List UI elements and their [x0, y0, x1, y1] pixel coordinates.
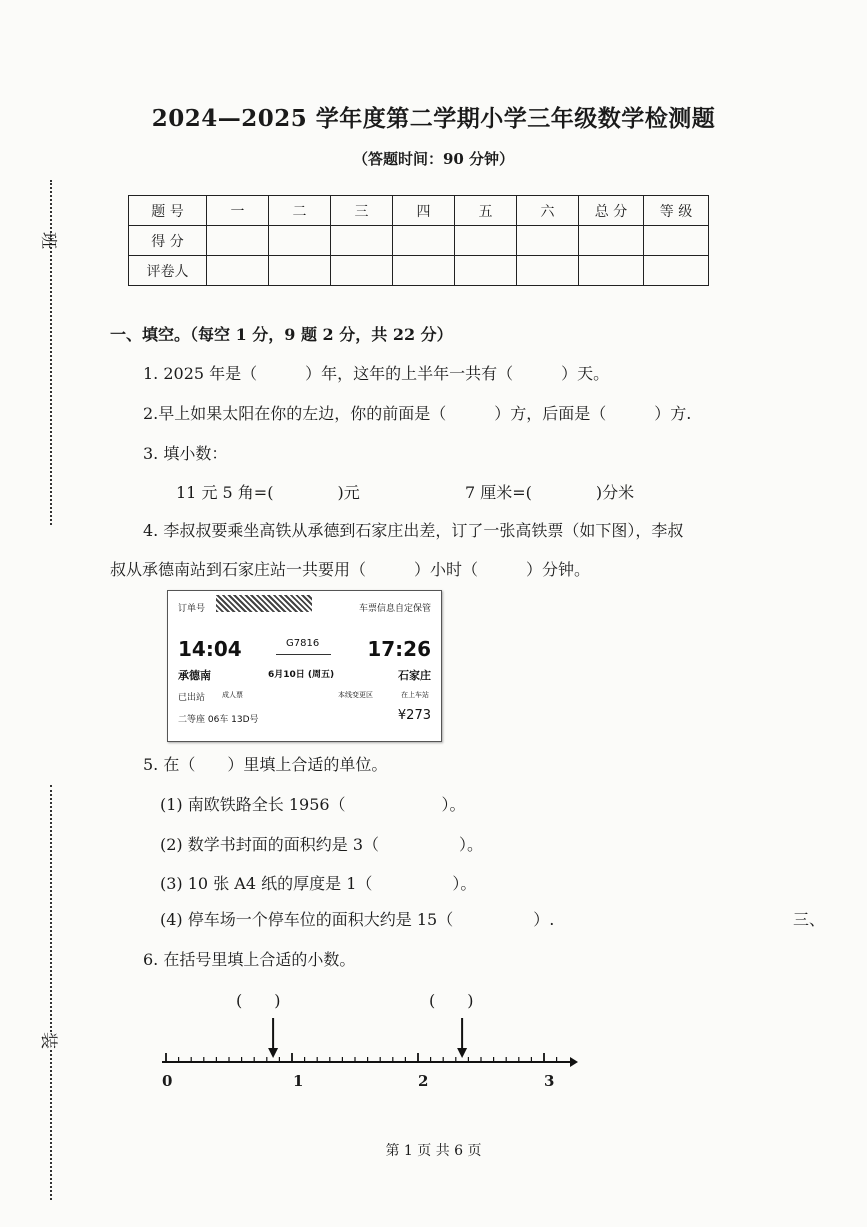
ticket-right-info: 在上车站: [401, 691, 429, 699]
score-header-cell: 六: [517, 196, 579, 226]
number-line-label: 3: [544, 1072, 555, 1090]
score-table-header-row: [129, 196, 709, 226]
number-line: [150, 1010, 590, 1070]
pointer-arrowhead: [457, 1048, 467, 1058]
right-margin-fragment: 三、: [793, 910, 826, 929]
pointer-arrowhead: [268, 1048, 278, 1058]
score-cell: [455, 256, 517, 286]
score-table-row: [129, 256, 709, 286]
question-5-4: (4) 停车场一个停车位的面积大约是 15（ ）.: [160, 910, 555, 929]
score-cell: [393, 226, 455, 256]
score-cell: [644, 256, 709, 286]
ticket-redacted-order-number: [216, 595, 312, 612]
ticket-train-number: G7816: [286, 638, 320, 649]
ticket-arrive-station: 石家庄: [398, 669, 431, 682]
margin-char-binding: 装: [38, 1032, 63, 1049]
score-cell: [269, 256, 331, 286]
ticket-mid-info: 本线变更区: [338, 691, 373, 699]
number-line-label: 2: [418, 1072, 429, 1090]
score-cell: [331, 226, 393, 256]
score-header-cell: 一: [207, 196, 269, 226]
score-header-cell: 五: [455, 196, 517, 226]
number-line-label: 0: [162, 1072, 173, 1090]
score-cell: [517, 256, 579, 286]
score-row-label: 评卷人: [129, 256, 207, 286]
section-heading: 一、填空。（每空 1 分，9 题 2 分，共 22 分）: [110, 325, 453, 344]
question-5: 5. 在（ ）里填上合适的单位。: [143, 755, 388, 774]
question-3a: 11 元 5 角=( )元: [176, 483, 360, 502]
score-cell: [207, 256, 269, 286]
question-5-1: (1) 南欧铁路全长 1956（ ）。: [160, 795, 466, 814]
margin-char-class: 班: [38, 232, 58, 249]
score-table-row: [129, 226, 709, 256]
score-header-cell: 等 级: [644, 196, 709, 226]
question-2: 2.早上如果太阳在你的左边，你的前面是（ ）方，后面是（ ）方.: [143, 404, 692, 423]
ticket-arrow: [276, 654, 331, 655]
score-table: [128, 195, 709, 286]
question-4-line2: 叔从承德南站到石家庄站一共要用（ ）小时（ ）分钟。: [110, 560, 591, 579]
question-4-line1: 4. 李叔叔要乘坐高铁从承德到石家庄出差，订了一张高铁票（如下图），李叔: [143, 521, 684, 540]
score-header-cell: 三: [331, 196, 393, 226]
score-cell: [455, 226, 517, 256]
margin-dotted-line-bottom: [50, 785, 52, 1200]
question-1: 1. 2025 年是（ ）年，这年的上半年一共有（ ）天。: [143, 364, 610, 383]
ticket-status: 已出站: [178, 693, 206, 703]
number-line-arrowhead: [570, 1057, 578, 1067]
question-5-2: (2) 数学书封面的面积约是 3（ ）。: [160, 835, 484, 854]
score-header-cell: 总 分: [579, 196, 644, 226]
question-6: 6. 在括号里填上合适的小数。: [143, 950, 356, 969]
ticket-price: ¥273: [397, 708, 431, 723]
ticket-passenger-type: 成人票: [222, 691, 243, 699]
score-cell: [644, 226, 709, 256]
question-3: 3. 填小数：: [143, 444, 228, 463]
score-cell: [269, 226, 331, 256]
score-cell: [579, 226, 644, 256]
score-cell: [579, 256, 644, 286]
page-title: 2024—2025 学年度第二学期小学三年级数学检测题: [151, 105, 716, 132]
score-cell: [517, 226, 579, 256]
ticket-notice: 车票信息自定保管: [358, 604, 431, 614]
score-cell: [207, 226, 269, 256]
ticket-depart-station: 承德南: [178, 669, 211, 682]
ticket-order-label: 订单号: [178, 604, 206, 614]
ticket-arrive-time: 17:26: [367, 637, 431, 661]
question-3b: 7 厘米=( )分米: [465, 483, 635, 502]
score-cell: [393, 256, 455, 286]
page-subtitle: （答题时间：90 分钟）: [352, 150, 515, 168]
ticket-date: 6月10日 (周五): [268, 670, 335, 680]
answer-bracket-2: ( ): [429, 991, 474, 1010]
ticket-seat: 二等座 06车 13D号: [178, 715, 259, 725]
score-cell: [331, 256, 393, 286]
train-ticket-image: [167, 590, 442, 742]
score-row-label: 得 分: [129, 226, 207, 256]
page-footer: 第 1 页 共 6 页: [385, 1143, 482, 1159]
number-line-label: 1: [293, 1072, 304, 1090]
score-header-cell: 题 号: [129, 196, 207, 226]
score-header-cell: 二: [269, 196, 331, 226]
answer-bracket-1: ( ): [236, 991, 281, 1010]
ticket-depart-time: 14:04: [178, 637, 242, 661]
score-header-cell: 四: [393, 196, 455, 226]
question-5-3: (3) 10 张 A4 纸的厚度是 1（ ）。: [160, 874, 477, 893]
